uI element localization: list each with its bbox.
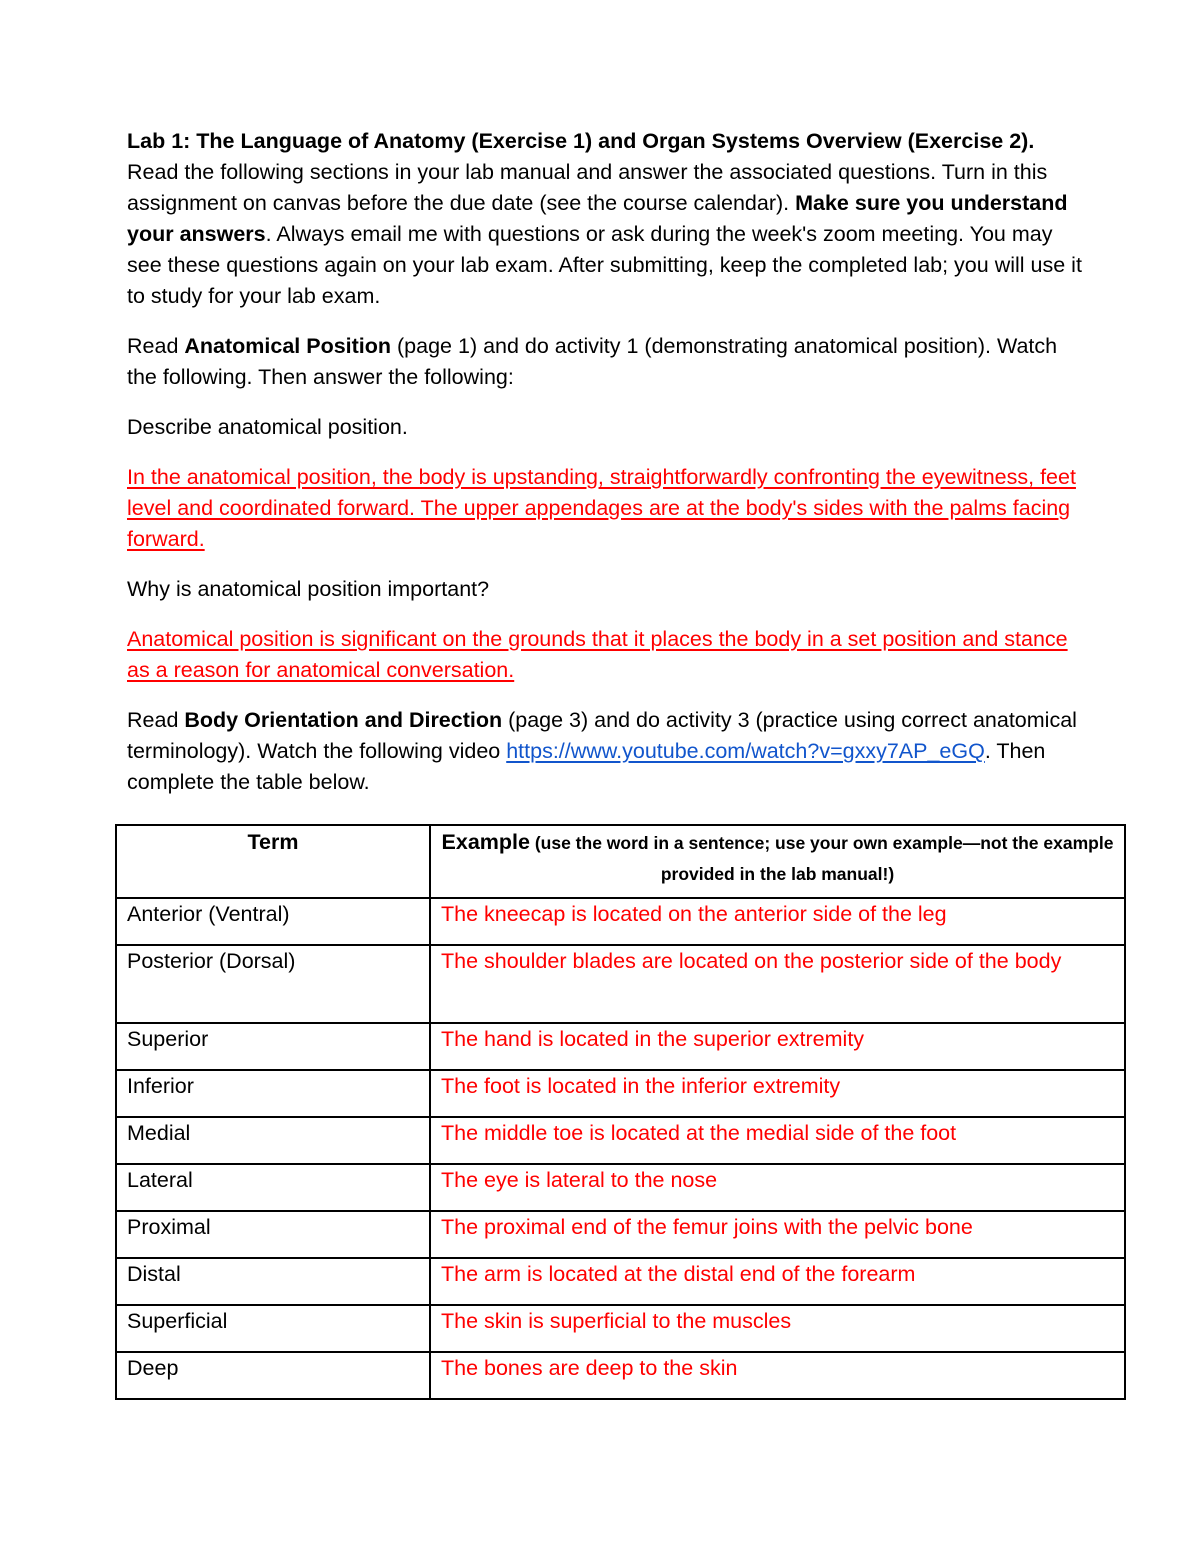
term-cell: Lateral	[116, 1164, 430, 1211]
section-anatomical-position	[127, 331, 1087, 393]
intro-emphasis: Make sure you understand your answers	[127, 191, 1068, 246]
header-term: Term	[116, 825, 430, 898]
example-cell: The eye is lateral to the nose	[430, 1164, 1125, 1211]
answer-2: Anatomical position is significant on the grounds that it places the body in a set position and stance as a reason for anatomical conversation.	[127, 627, 1068, 682]
table-row	[116, 945, 1125, 1023]
table-row	[116, 1164, 1125, 1211]
section2-after: . Then complete the table below.	[127, 739, 1046, 794]
intro-text-2: . Always email me with questions or ask during the week's zoom meeting. You may see these questions again on your lab exam. After submitting, keep the completed lab; you will use it to study for your lab exam.	[127, 222, 1082, 308]
video-link[interactable]: https://www.youtube.com/watch?v=gxxy7AP_eGQ	[506, 739, 985, 763]
section1-instructions: (page 1) and do activity 1 (demonstrating anatomical position). Watch the following. Then answer the following:	[127, 334, 1058, 389]
example-cell: The proximal end of the femur joins with the pelvic bone	[430, 1211, 1125, 1258]
term-cell: Distal	[116, 1258, 430, 1305]
section-body-orientation	[127, 705, 1087, 798]
header-example-note: (use the word in a sentence; use your own example—not the example provided in the lab manual!)	[529, 833, 1114, 884]
table-row	[116, 898, 1125, 945]
section2-read: Read	[127, 708, 185, 732]
lab-title: Lab 1: The Language of Anatomy (Exercise 1) and Organ Systems Overview (Exercise 2).	[127, 129, 1035, 153]
example-cell: The skin is superficial to the muscles	[430, 1305, 1125, 1352]
example-cell: The bones are deep to the skin	[430, 1352, 1125, 1399]
table-row	[116, 1023, 1125, 1070]
term-cell: Proximal	[116, 1211, 430, 1258]
document-body	[127, 126, 1087, 817]
section2-instructions: (page 3) and do activity 3 (practice using correct anatomical terminology). Watch the following video	[127, 708, 1077, 763]
table-row	[116, 1117, 1125, 1164]
terminology-table	[115, 824, 1126, 1400]
section1-topic: Anatomical Position	[184, 334, 392, 358]
term-cell: Deep	[116, 1352, 430, 1399]
example-cell: The hand is located in the superior extremity	[430, 1023, 1125, 1070]
example-cell: The kneecap is located on the anterior side of the leg	[430, 898, 1125, 945]
term-cell: Posterior (Dorsal)	[116, 945, 430, 1023]
term-cell: Inferior	[116, 1070, 430, 1117]
table-header-row	[116, 825, 1125, 898]
section2-topic: Body Orientation and Direction	[184, 708, 503, 732]
header-example-label: Example	[441, 830, 530, 854]
table-row	[116, 1258, 1125, 1305]
example-cell: The middle toe is located at the medial side of the foot	[430, 1117, 1125, 1164]
question-1: Describe anatomical position.	[127, 415, 408, 439]
table-row	[116, 1352, 1125, 1399]
question-2: Why is anatomical position important?	[127, 577, 490, 601]
table-row	[116, 1211, 1125, 1258]
answer-1: In the anatomical position, the body is upstanding, straightforwardly confronting the eyewitness, feet level and coordinated forward. The upper appendages are at the body's sides with the palms facing forward.	[127, 465, 1076, 551]
term-cell: Anterior (Ventral)	[116, 898, 430, 945]
table-row	[116, 1305, 1125, 1352]
example-cell: The foot is located in the inferior extremity	[430, 1070, 1125, 1117]
term-cell: Medial	[116, 1117, 430, 1164]
example-cell: The arm is located at the distal end of the forearm	[430, 1258, 1125, 1305]
intro-text-1: Read the following sections in your lab manual and answer the associated questions. Turn in this assignment on canvas before the due date (see the course calendar).	[127, 160, 1048, 215]
example-cell: The shoulder blades are located on the posterior side of the body	[430, 945, 1125, 1023]
term-cell: Superficial	[116, 1305, 430, 1352]
term-cell: Superior	[116, 1023, 430, 1070]
header-example	[430, 825, 1125, 898]
table-row	[116, 1070, 1125, 1117]
intro-paragraph	[127, 126, 1087, 312]
section1-read: Read	[127, 334, 185, 358]
